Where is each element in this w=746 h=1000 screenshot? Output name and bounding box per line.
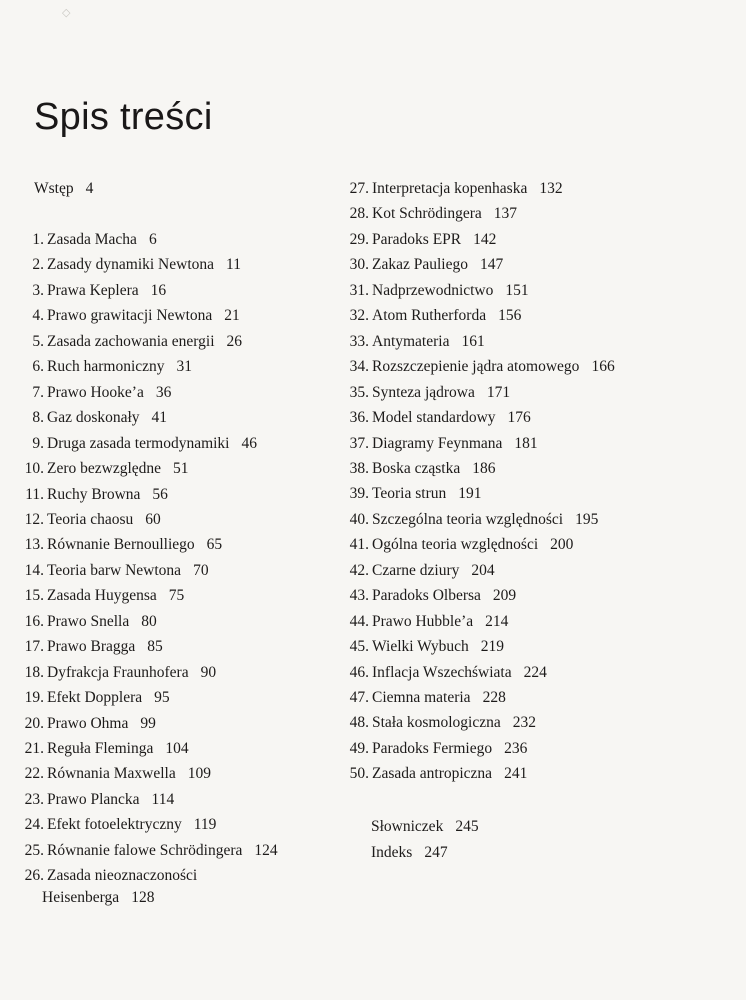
toc-entry[interactable] xyxy=(16,231,157,249)
toc-entry[interactable] xyxy=(343,664,547,682)
toc-entry-page: 214 xyxy=(485,612,509,630)
toc-entry[interactable] xyxy=(16,562,209,580)
toc-entry[interactable] xyxy=(16,333,242,351)
toc-entry-page: 228 xyxy=(482,689,506,706)
toc-entry-number: 49. xyxy=(349,739,369,757)
toc-entry-title: Zasada Macha xyxy=(47,231,137,248)
toc-entry[interactable] xyxy=(16,307,240,325)
toc-entry-number: 38. xyxy=(349,459,369,477)
toc-entry-title: Kot Schrödingera xyxy=(372,205,482,223)
toc-entry-number: 3. xyxy=(32,281,44,299)
toc-entry-title: Zasady dynamiki Newtona xyxy=(47,256,215,274)
toc-entry-title: Wielki Wybuch xyxy=(372,638,469,656)
toc-entry-number: 2. xyxy=(32,256,44,274)
toc-entry[interactable] xyxy=(343,587,516,605)
toc-entry-title: Prawo grawitacji Newtona xyxy=(47,307,213,325)
toc-entry-page: 41 xyxy=(151,409,168,427)
toc-entry-title: Synteza jądrowa xyxy=(372,383,475,401)
toc-entry-page: 191 xyxy=(458,485,482,503)
toc-entry-page: 60 xyxy=(145,510,161,528)
toc-entry[interactable] xyxy=(16,536,222,554)
toc-entry[interactable] xyxy=(343,256,503,274)
toc-entry-number: 19. xyxy=(24,689,44,707)
toc-entry[interactable] xyxy=(16,486,168,504)
toc-entry-number: 46. xyxy=(349,663,369,681)
toc-entry-number: 21. xyxy=(24,740,44,757)
toc-entry[interactable] xyxy=(343,205,517,223)
toc-entry[interactable] xyxy=(343,435,538,453)
toc-entry-title: Diagramy Feynmana xyxy=(372,434,503,452)
toc-entry-title: Prawo Plancka xyxy=(47,790,140,808)
toc-entry-number: 32. xyxy=(349,307,369,325)
toc-entry-number: 18. xyxy=(24,663,44,681)
toc-entry[interactable] xyxy=(16,664,216,682)
toc-entry[interactable] xyxy=(343,485,482,503)
toc-entry[interactable] xyxy=(16,282,166,300)
toc-entry-number: 23. xyxy=(24,790,44,808)
toc-entry-title: Interpretacja kopenhaska xyxy=(372,180,528,197)
toc-entry-title: Szczególna teoria względności xyxy=(372,510,564,528)
toc-entry-number: 11. xyxy=(25,485,44,503)
toc-entry-page: 176 xyxy=(507,409,531,427)
toc-entry[interactable] xyxy=(16,613,157,631)
toc-entry[interactable] xyxy=(16,842,278,860)
page-corner-mark: ◇ xyxy=(62,7,71,19)
toc-intro-page: 4 xyxy=(85,180,94,197)
toc-entry-title: Prawo Snella xyxy=(47,612,130,630)
toc-entry[interactable] xyxy=(343,689,506,707)
toc-entry-page: 46 xyxy=(241,434,257,452)
toc-entry-page: 132 xyxy=(539,180,563,197)
toc-entry-page: 114 xyxy=(151,790,175,808)
toc-entry-page: 90 xyxy=(200,663,217,681)
toc-entry-number: 22. xyxy=(24,765,44,783)
toc-intro-label: Wstęp xyxy=(34,180,74,197)
toc-entry-page: 186 xyxy=(472,459,496,477)
toc-entry-number: 29. xyxy=(349,230,369,248)
toc-entry-page: 21 xyxy=(224,307,240,325)
toc-entry-page: 6 xyxy=(148,231,157,248)
toc-entry-number: 10. xyxy=(24,460,44,478)
toc-entry[interactable] xyxy=(16,638,163,656)
toc-entry-number: 7. xyxy=(32,383,44,401)
toc-entry[interactable] xyxy=(16,689,170,707)
toc-entry-title: Prawo Hubble’a xyxy=(372,612,474,630)
toc-entry[interactable] xyxy=(16,358,192,376)
toc-entry-number: 41. xyxy=(349,536,369,554)
toc-entry[interactable] xyxy=(343,231,496,249)
toc-entry-number: 36. xyxy=(349,409,369,427)
toc-entry-number: 26. xyxy=(24,867,44,885)
toc-entry-title: Ruchy Browna xyxy=(47,485,141,503)
toc-entry-title: Indeks xyxy=(371,843,413,861)
toc-entry-page: 70 xyxy=(193,561,209,579)
toc-entry-page: 26 xyxy=(226,332,243,350)
toc-entry[interactable] xyxy=(16,791,174,809)
toc-entry-title: Prawa Keplera xyxy=(47,281,139,299)
toc-entry-number: 6. xyxy=(32,358,44,376)
toc-entry[interactable] xyxy=(16,384,171,402)
toc-entry-page: 142 xyxy=(473,230,497,248)
toc-entry-page: 181 xyxy=(514,434,538,452)
toc-entry-page: 137 xyxy=(493,205,518,223)
toc-entry[interactable] xyxy=(16,460,189,478)
toc-entry[interactable] xyxy=(343,180,563,198)
toc-entry-page: 85 xyxy=(147,638,163,656)
toc-entry-page: 31 xyxy=(176,358,193,376)
toc-entry-page: 119 xyxy=(193,816,217,834)
toc-entry[interactable] xyxy=(343,333,485,351)
toc-entry[interactable] xyxy=(16,256,241,274)
toc-entry[interactable] xyxy=(343,358,615,376)
toc-entry-page: 204 xyxy=(471,561,495,579)
toc-entry[interactable] xyxy=(16,587,184,605)
toc-entry[interactable] xyxy=(371,818,479,836)
toc-entry-title: Nadprzewodnictwo xyxy=(372,281,494,299)
toc-entry-title: Atom Rutherforda xyxy=(372,307,487,325)
toc-entry-title: Inflacja Wszechświata xyxy=(372,663,512,681)
toc-entry[interactable] xyxy=(343,307,521,325)
toc-entry-page: 95 xyxy=(154,689,170,707)
toc-entry[interactable] xyxy=(16,867,197,885)
toc-entry-title: Ciemna materia xyxy=(372,689,471,706)
toc-entry-page: 36 xyxy=(155,383,172,401)
toc-entry-number: 16. xyxy=(24,612,44,630)
toc-entry-title: Druga zasada termodynamiki xyxy=(47,434,230,452)
toc-entry-number: 20. xyxy=(24,714,44,732)
toc-entry-page: 156 xyxy=(498,307,522,325)
toc-entry-title: Zasada antropiczna xyxy=(372,765,493,783)
toc-entry-number: 9. xyxy=(32,434,44,452)
toc-entry-page: 147 xyxy=(479,256,504,274)
toc-entry-title: Efekt fotoelektryczny xyxy=(47,816,182,834)
toc-entry-title: Prawo Ohma xyxy=(47,714,129,732)
toc-entry-title: Zasada nieoznaczoności xyxy=(47,867,198,885)
toc-entry-number: 37. xyxy=(349,434,369,452)
toc-entry-title: Słowniczek xyxy=(371,818,444,835)
toc-entry-number: 1. xyxy=(32,231,44,248)
toc-entry-title: Dyfrakcja Fraunhofera xyxy=(47,663,189,681)
toc-entry-title: Boska cząstka xyxy=(372,459,461,477)
toc-entry[interactable] xyxy=(343,282,529,300)
toc-entry-number: 39. xyxy=(349,485,369,503)
toc-entry-title: Model standardowy xyxy=(372,409,496,427)
toc-entry-number: 17. xyxy=(24,638,44,656)
toc-entry[interactable] xyxy=(343,638,504,656)
toc-entry-title: Równania Maxwella xyxy=(47,765,176,783)
toc-entry-title: Zakaz Pauliego xyxy=(372,256,468,274)
toc-entry-page: 11 xyxy=(226,256,241,274)
toc-entry[interactable] xyxy=(343,384,510,402)
toc-entry-number: 45. xyxy=(349,638,369,656)
toc-entry-title: Prawo Bragga xyxy=(47,638,136,656)
toc-entry-page: 109 xyxy=(187,765,211,783)
toc-entry-page: 236 xyxy=(504,739,528,757)
toc-entry-page: 171 xyxy=(486,383,511,401)
toc-entry-title: Zero bezwzględne xyxy=(47,460,162,478)
toc-entry-page: 241 xyxy=(504,765,528,783)
toc-entry[interactable] xyxy=(343,765,527,783)
toc-entry[interactable] xyxy=(16,409,167,427)
toc-entry-number: 47. xyxy=(349,689,369,706)
toc-entry-number: 43. xyxy=(349,587,369,605)
toc-entry-title: Rozszczepienie jądra atomowego xyxy=(372,358,580,376)
toc-entry[interactable] xyxy=(343,740,527,758)
toc-entry-title: Teoria chaosu xyxy=(47,510,134,528)
toc-entry-title-continued: Heisenberga xyxy=(42,889,120,907)
toc-entry-title: Gaz doskonały xyxy=(47,409,140,427)
toc-entry-number: 44. xyxy=(349,612,369,630)
toc-entry-number: 31. xyxy=(349,281,369,299)
toc-entry-number: 50. xyxy=(349,765,369,783)
toc-entry-number: 4. xyxy=(32,307,44,325)
toc-entry-page: 151 xyxy=(505,281,529,299)
toc-entry-page: 124 xyxy=(254,841,278,859)
toc-entry-page: 166 xyxy=(591,358,615,376)
toc-entry-title: Prawo Hooke’a xyxy=(47,383,144,401)
toc-entry-page: 65 xyxy=(206,536,223,554)
toc-entry-page: 128 xyxy=(131,889,155,907)
toc-entry-number: 12. xyxy=(24,510,44,528)
toc-entry[interactable] xyxy=(343,460,495,478)
toc-entry-number: 28. xyxy=(349,205,369,223)
toc-entry-title: Równanie Bernoulliego xyxy=(47,536,195,554)
toc-entry[interactable] xyxy=(371,844,448,862)
toc-entry-number: 24. xyxy=(24,816,44,834)
toc-entry-page: 16 xyxy=(150,281,167,299)
toc-entry-number: 27. xyxy=(349,180,369,197)
toc-entry[interactable] xyxy=(343,714,536,732)
toc-entry[interactable] xyxy=(343,536,573,554)
toc-entry-number: 30. xyxy=(349,256,369,274)
toc-entry[interactable] xyxy=(343,613,508,631)
toc-intro[interactable] xyxy=(34,180,93,198)
toc-entry-number: 40. xyxy=(349,510,369,528)
toc-entry-page: 247 xyxy=(424,843,448,861)
toc-entry[interactable] xyxy=(16,816,216,834)
toc-entry-title: Antymateria xyxy=(372,332,450,350)
toc-entry[interactable] xyxy=(16,435,257,453)
toc-entry-page: 219 xyxy=(480,638,504,656)
toc-entry-title: Reguła Fleminga xyxy=(47,740,154,757)
page-title: Spis treści xyxy=(34,96,213,138)
toc-entry-title: Teoria strun xyxy=(372,485,447,503)
toc-entry[interactable] xyxy=(343,409,531,427)
toc-entry-page: 99 xyxy=(140,714,156,732)
toc-entry-page: 209 xyxy=(492,587,517,605)
toc-entry-number: 48. xyxy=(349,714,369,732)
toc-entry-title: Paradoks Fermiego xyxy=(372,739,493,757)
toc-entry-title: Zasada zachowania energii xyxy=(47,332,215,350)
toc-entry-page: 200 xyxy=(550,536,574,554)
toc-entry-page: 161 xyxy=(461,332,485,350)
toc-entry-number: 34. xyxy=(349,358,369,376)
toc-entry-number: 42. xyxy=(349,561,369,579)
toc-entry[interactable] xyxy=(343,562,495,580)
toc-entry-page: 75 xyxy=(168,587,185,605)
toc-entry-title: Teoria barw Newtona xyxy=(47,561,182,579)
toc-entry-page: 80 xyxy=(141,612,157,630)
toc-entry-title: Ogólna teoria względności xyxy=(372,536,539,554)
toc-entry-title: Równanie falowe Schrödingera xyxy=(47,841,243,859)
toc-entry-number: 33. xyxy=(349,332,369,350)
toc-entry-page: 224 xyxy=(523,663,547,681)
toc-entry-number: 14. xyxy=(24,561,44,579)
toc-entry-title: Zasada Huygensa xyxy=(47,587,157,605)
toc-entry-title: Efekt Dopplera xyxy=(47,689,143,707)
toc-entry-page: 56 xyxy=(152,485,168,503)
toc-entry[interactable] xyxy=(16,715,156,733)
toc-entry[interactable] xyxy=(343,511,598,529)
toc-entry[interactable] xyxy=(16,740,189,758)
toc-entry-page: 245 xyxy=(455,818,479,835)
toc-entry-title: Czarne dziury xyxy=(372,561,460,579)
toc-entry-page: 232 xyxy=(512,714,536,732)
toc-entry[interactable] xyxy=(16,765,211,783)
toc-entry-number: 5. xyxy=(32,332,44,350)
toc-entry-number: 13. xyxy=(24,536,44,554)
toc-entry-title: Paradoks EPR xyxy=(372,230,462,248)
toc-entry-page: 104 xyxy=(165,740,189,757)
toc-entry-title: Ruch harmoniczny xyxy=(47,358,165,376)
toc-entry-number: 8. xyxy=(32,409,44,427)
toc-entry-continuation[interactable] xyxy=(42,889,154,907)
toc-entry-title: Paradoks Olbersa xyxy=(372,587,481,605)
toc-entry-number: 35. xyxy=(349,383,369,401)
toc-entry-page: 195 xyxy=(575,510,599,528)
toc-entry[interactable] xyxy=(16,511,161,529)
toc-entry-title: Stała kosmologiczna xyxy=(372,714,501,732)
toc-entry-number: 25. xyxy=(24,841,44,859)
toc-entry-number: 15. xyxy=(24,587,44,605)
toc-entry-page: 51 xyxy=(173,460,189,478)
